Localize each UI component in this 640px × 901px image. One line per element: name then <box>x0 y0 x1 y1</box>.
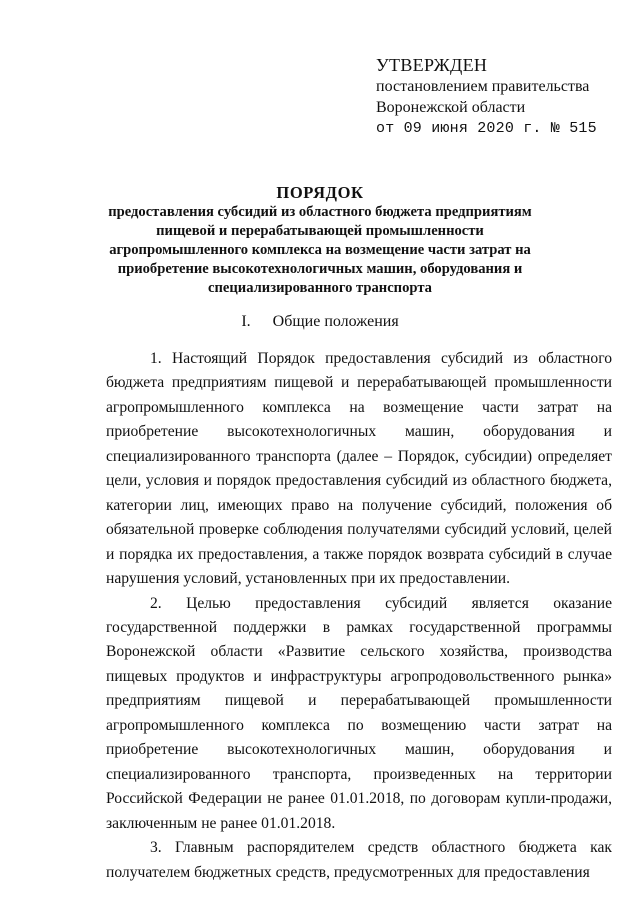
title-heading: ПОРЯДОК <box>276 183 364 202</box>
section-heading <box>0 313 640 331</box>
document-body <box>106 347 612 885</box>
paragraph-1: 1. Настоящий Порядок предоставления субсидий из областного бюджета предприятиям пищевой и перерабатывающей промышленности агропромышленного комплекса на возмещение части затрат на приобретение высокотехнологичных машин, оборудования и специализированного транспорта (далее – Порядок, субсидии) определяет цели, условия и порядок предоставления субсидий из областного бюджета, категории лиц, имеющих право на получение субсидий, положения об обязательной проверке соблюдения получателями субсидий условий, целей и порядка их предоставления, а также порядок возврата субсидий в случае нарушения условий, установленных при их предоставлении. <box>106 350 612 588</box>
paragraph-2: 2. Целью предоставления субсидий является оказание государственной поддержки в рамках государственной программы Воронежской области «Развитие сельского хозяйства, производства пищевых продуктов и инфраструктуры агропродовольственного рынка» предприятиям пищевой и перерабатывающей промышленности агропромышленного комплекса по возмещению части затрат на приобретение высокотехнологичных машин, оборудования и специализированного транспорта, произведенных на территории Российской Федерации не ранее 01.01.2018, по договорам купли-продажи, заключенным не ранее 01.01.2018. <box>106 594 612 832</box>
paragraph-3: 3. Главным распорядителем средств областного бюджета как получателем бюджетных средств, предусмотренных для предоставления <box>106 839 612 881</box>
section-number: I. <box>241 313 251 330</box>
approval-date: от 09 июня 2020 г. № 515 <box>376 120 597 137</box>
approval-line-1: постановлением правительства <box>376 78 590 95</box>
approval-block <box>376 55 597 139</box>
title-subtitle: предоставления субсидий из областного бюджета предприятиям пищевой и перерабатывающей промышленности агропромышленного комплекса на возмещение части затрат на приобретение высокотехнологичных машин, оборудования и специализированного транспорта <box>108 204 532 296</box>
section-title: Общие положения <box>272 313 399 330</box>
approval-heading: УТВЕРЖДЕН <box>376 55 488 75</box>
approval-line-2: Воронежской области <box>376 99 526 116</box>
